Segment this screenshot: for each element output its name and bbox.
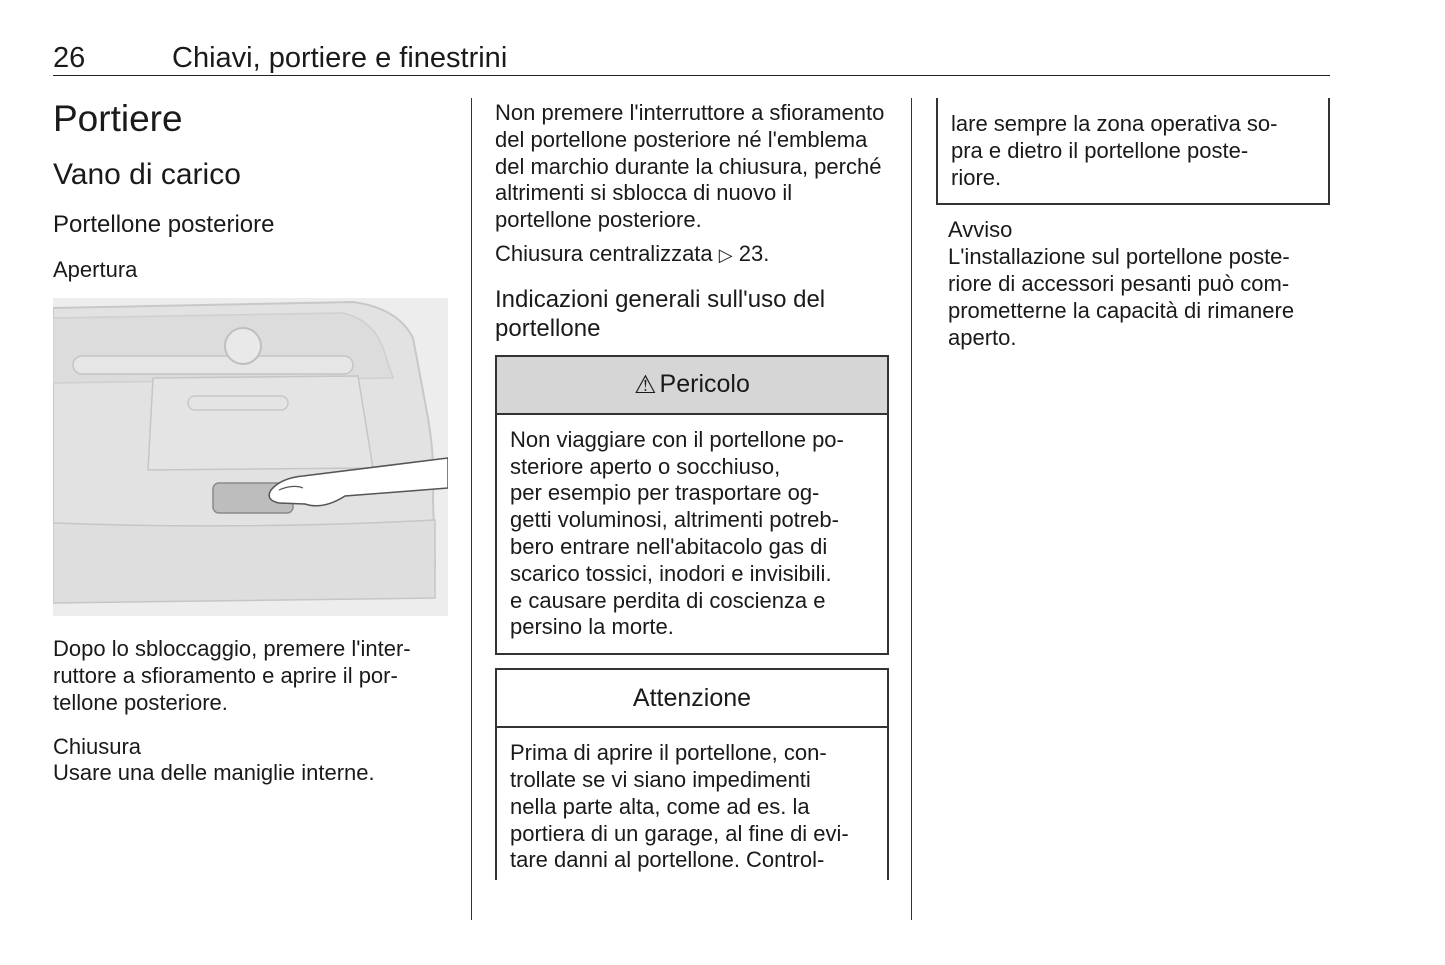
- page-number: 26: [53, 42, 86, 74]
- cross-reference: [495, 241, 889, 269]
- chiusura-text: Usare una delle maniglie interne.: [53, 760, 375, 786]
- notice-title: Avviso: [948, 217, 1013, 243]
- caution-box: [495, 668, 889, 880]
- warning-triangle-icon: ⚠: [634, 370, 657, 399]
- danger-box-body: [497, 415, 887, 653]
- notice-line: aperto.: [948, 324, 1017, 350]
- caution-box-title: Attenzione: [632, 683, 752, 712]
- caution-continued-line: pra e dietro il portellone poste-: [951, 137, 1249, 163]
- notice: [936, 217, 1330, 351]
- caution-box-body: [497, 728, 887, 880]
- column-1: [53, 95, 448, 787]
- intro-paragraph: Non premere l'interruttore a sfioramento del portellone posteriore né l'emblema del marchio durante la chiusura, perché altrimenti si sblocca di nuovo il portellone posteriore.: [495, 100, 885, 233]
- danger-box: [495, 355, 889, 655]
- header-rule: [53, 75, 1330, 76]
- column-divider-left: [471, 98, 472, 920]
- caution-box-continued-body: [938, 98, 1328, 203]
- danger-line: bero entrare nell'abitacolo gas di: [510, 533, 828, 559]
- column-3: [936, 98, 1330, 351]
- section-title: Portiere: [53, 98, 183, 139]
- danger-line: per esempio per trasportare og-: [510, 480, 820, 506]
- caution-line: nella parte alta, come ad es. la: [510, 793, 810, 819]
- column-2: [495, 100, 889, 880]
- danger-line: getti voluminosi, altrimenti potreb-: [510, 507, 839, 533]
- caution-line: Prima di aprire il portellone, con-: [510, 740, 827, 766]
- danger-line: steriore aperto o socchiuso,: [510, 453, 781, 479]
- danger-box-title: Pericolo: [659, 370, 750, 399]
- subsection-title: Vano di carico: [53, 158, 241, 191]
- notice-line: L'installazione sul portellone poste-: [948, 244, 1290, 270]
- danger-line: Non viaggiare con il portellone po-: [510, 426, 844, 452]
- danger-line: persino la morte.: [510, 614, 674, 640]
- caution-line: portiera di un garage, al fine di evi-: [510, 820, 849, 846]
- chiusura-heading: Chiusura: [53, 734, 142, 760]
- caution-box-header: [497, 670, 887, 728]
- danger-line: e causare perdita di coscienza e: [510, 587, 826, 613]
- danger-line: scarico tossici, inodori e invisibili.: [510, 560, 832, 586]
- apertura-heading: Apertura: [53, 257, 138, 282]
- caution-box-continued: [936, 98, 1330, 205]
- general-usage-heading: Indicazioni generali sull'uso del portellone: [495, 285, 826, 342]
- caution-line: trollate se vi siano impedimenti: [510, 766, 811, 792]
- arrow-icon: ▷: [718, 244, 733, 265]
- apertura-text: Dopo lo sbloccaggio, premere l'interruttore a sfioramento e aprire il portellone posteriore.: [53, 636, 411, 715]
- tailgate-illustration: [53, 298, 448, 616]
- danger-box-header: [497, 357, 887, 415]
- chapter-title: Chiavi, portiere e finestrini: [172, 42, 508, 74]
- notice-line: riore di accessori pesanti può com-: [948, 270, 1290, 296]
- notice-line: prometterne la capacità di rimanere: [948, 297, 1295, 323]
- column-divider-right: [911, 98, 912, 920]
- caution-continued-line: lare sempre la zona operativa so-: [951, 111, 1278, 136]
- topic-title: Portellone posteriore: [53, 211, 275, 238]
- caution-continued-line: riore.: [951, 164, 1002, 190]
- caution-line: tare danni al portellone. Control-: [510, 847, 825, 873]
- cross-reference-page: 23.: [738, 240, 770, 266]
- cross-reference-text: Chiusura centralizzata: [495, 240, 713, 266]
